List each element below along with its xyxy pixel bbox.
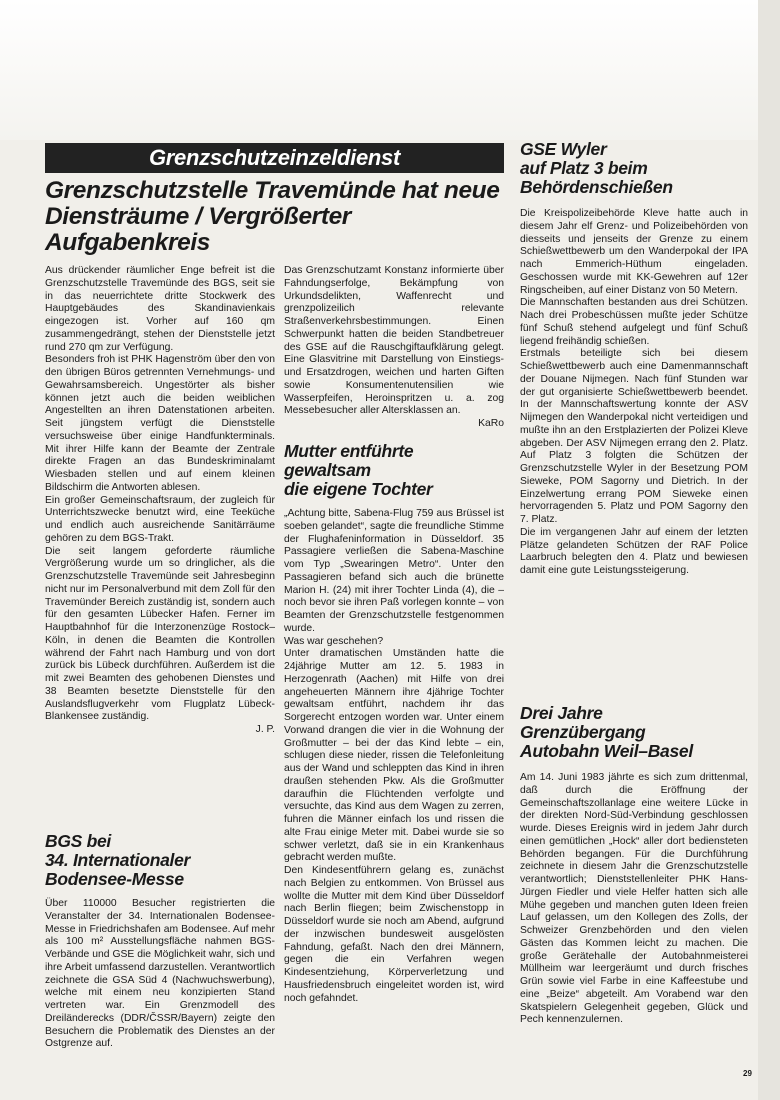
article-title-weil [520, 704, 748, 761]
headline-line: Drei Jahre [520, 703, 603, 723]
headline-line: BGS bei [45, 831, 111, 851]
headline-line: Behördenschießen [520, 177, 673, 197]
headline-line: GSE Wyler [520, 139, 607, 159]
article-body-weil [520, 772, 748, 1027]
article-body-bodensee-start [45, 898, 275, 1051]
paragraph: Unter dramatischen Umständen hatte die 24jährige Mutter am 12. 5. 1983 in Herzogenrath (Aachen) mit Hilfe von drei angeheuerten Männern ihre 4jährige Tochter gewaltsam entführt, nachdem ihr das Sorgerecht entzogen worden war. Unter einem Vorwand drangen die vier in die Wohnung der Großmutter – bei der das Kind lebte – ein, schlugen diese nieder, rissen die Telefonleitung aus der Wand und schleppten das Kind in ihren draußen stehenden Pkw. Als die Großmutter daraufhin die Flüchtenden verfolgte und versuchte, das Kind aus dem Wagen zu zerren, fuhren die Männer einfach los und rissen die alte Frau einige Meter mit. Dabei wurde sie so schwer verletzt, daß sie in ein Krankenhaus gebracht werden mußte. [284, 648, 504, 864]
paragraph: Die im vergangenen Jahr auf einem der letzten Plätze gelandeten Schützen der RAF Police Laarbruch belegten den 4. Platz und bewiesen damit eine gute Leistungssteigerung. [520, 526, 748, 576]
page-top-margin [0, 0, 780, 140]
article-title-bodensee [45, 832, 275, 889]
headline-line: Bodensee-Messe [45, 869, 184, 889]
page-number: 29 [743, 1069, 752, 1078]
headline-line: auf Platz 3 beim [520, 158, 648, 178]
article-title-mutter [284, 442, 504, 499]
article-body-mutter [284, 508, 504, 1005]
author-signature: KaRo [478, 418, 504, 429]
headline-line: Mutter entführte [284, 441, 414, 461]
headline-line: gewaltsam [284, 460, 371, 480]
paragraph: Ein großer Gemeinschaftsraum, der zugleich für Unterrichtszwecke benutzt wird, eine Teeküche und endlich auch ausreichende Sanitärräume gehören zu dem BGS-Trakt. [45, 494, 275, 544]
article-title-wyler [520, 140, 748, 197]
section-header-bar [45, 143, 504, 173]
paragraph: Besonders froh ist PHK Hagenström über den von den übrigen Büros getrennten Vernehmungs- und Gewahrsamsbereich. Ungestörter als bisher können jetzt auch die beiden weiblichen Angestellten an ihren Datenstationen arbeiten. Seit jüngstem verfügt die Dienststelle versuchsweise über einige Handfunkterminals. Mit ihrer Hilfe kann der Beamte der Zentrale direkte Fragen an das Bundeskriminalamt Wiesbaden stellen und auf einem kleinen Bildschirm die Antworten ablesen. [45, 354, 275, 493]
headline-line: Grenzübergang [520, 722, 646, 742]
paragraph: Das Grenzschutzamt Konstanz informierte über Fahndungserfolge, Bekämpfung von Urkundsdelikten, Waffenrecht und grenzpolizeilich relevante Straßenverkehrsbestimmungen. Einen Schwerpunkt hatten die beiden Standbetreuer des GSE auf die Rauschgiftaufklärung gelegt. Eine Glasvitrine mit Darstellung von Einstiegs- und Ersatzdrogen, weichen und harten Giften sowie Konsumentenutensilien wie Wasserpfeifen, Heroinspritzen u. a. zog Messebesucher aller Altersklassen an. [284, 265, 504, 417]
paragraph: Was war geschehen? [284, 635, 384, 647]
article-body-bodensee-cont [284, 265, 504, 431]
paragraph: Über 110000 Besucher registrierten die Veranstalter der 34. Internationalen Bodensee-Messe in Friedrichshafen am Bodensee. Auf mehr als 100 m² Ausstellungsfläche nahmen BGS-Verbände und GSE die Möglichkeit wahr, sich und ihre Arbeit umfassend darzustellen. Verantwortlich zeichnete die GSA Süd 4 (Nachwuchswerbung), welche mit einem neu konzipierten Stand vertreten war. Ein Grenzmodell des Dreiländerecks (DDR/ČSSR/Bayern) zeigte den Besuchern die Problematik des Dienstes an der Ostgrenze auf. [45, 898, 275, 1050]
paragraph: Den Kindesentführern gelang es, zunächst nach Belgien zu entkommen. Von Brüssel aus wollte die Mutter mit dem Kind über Düsseldorf nach Berlin fliegen; beim Zwischenstopp in Düsseldorf wurde sie noch am Abend, aufgrund der inzwischen bundesweit ausgelösten Fahndung, gefaßt. Nach den drei Männern, gegen die ein Verfahren wegen Kindesentziehung, Körperverletzung und Hausfriedensbruch eingeleitet worden ist, wird noch gefahndet. [284, 865, 504, 1004]
paragraph: Erstmals beteiligte sich bei diesem Schießwettbewerb auch eine Damenmannschaft der Douane Nijmegen. Nach fünf Stunden war der gut organisierte Schießwettbewerb beendet. In der Mannschaftswertung konnte der ASV Nijmegen den Wanderpokal nicht verteidigen und mußte ihn an den Erstplazierten der Polizei Kleve abgeben. Der ASV Nijmegen errang den 2. Platz. Auf Platz 3 folgten die Schützen der Grenzschutzstelle Wyler in der Besetzung POM Sieweke, POM Sagorny und Dietrich. In der Einzelwertung errang POM Sieweke einen hervorragenden 5. Platz und POM Sagorny den 7. Platz. [520, 348, 748, 525]
headline-line: die eigene Tochter [284, 479, 433, 499]
article-body-wyler [520, 208, 748, 578]
headline-line: 34. Internationaler [45, 850, 191, 870]
paragraph: Aus drückender räumlicher Enge befreit ist die Grenzschutzstelle Travemünde des BGS, seit sie in das neuerrichtete dritte Stockwerk des Hauptgebäudes des Skandinavienkais eingezogen ist. Vorher auf 160 qm zusammengedrängt, stehen der Dienststelle jetzt rund 270 qm zur Verfügung. [45, 265, 275, 353]
section-title: Grenzschutzeinzeldienst [148, 145, 401, 170]
page-edge [758, 0, 780, 1100]
paragraph: Die seit langem geforderte räumliche Vergrößerung wurde um so dringlicher, als die Grenzschutzstelle Travemünde seit Jahresbeginn nicht nur im Personalverbund mit dem Zoll für den Travemünder Bereich zuständig ist, sondern auch für den gesamten Lübecker Hafen. Ferner im Hauptbahnhof für die Interzonenzüge Rostock–Köln, in denen die Beamten die Kontrollen während der Fahrt nach Hamburg und von dort zurück bis Lübeck durchführen. Außerdem ist die mit zwei Beamten des gehobenen Dienstes und 38 Beamten besetzte Dienststelle für den Auslandsflugverkehr vom Flugplatz Lübeck-Blankensee zuständig. [45, 545, 275, 723]
paragraph: Am 14. Juni 1983 jährte es sich zum drittenmal, daß durch die Eröffnung der Gemeinschaftszollanlage eine weitere Lücke in der direkten Nord-Süd-Verbindung geschlossen wurde. Dieses Ereignis wird in jedem Jahr durch einen gemütlichen „Hock“ aller dort bediensteten Behörden begangen. Für die Durchführung zeichnete in diesem Jahr die Grenzschutzstelle verantwortlich; Dienststellenleiter PHK Hans-Jürgen Fiedler und viele Helfer hatten sich alle Mühe gegeben und manchen guten Ideen freien Lauf gelassen, um den Kollegen des Zolls, der Schweizer Grenzbehörden und den vielen Gästen das Kommen leicht zu machen. Die große Gerätehalle der Autobahnmeisterei Müllheim war leergeräumt und durch frisches Grün sowie viel Farbe in eine Kaffeestube und eine „Beize“ abgeteilt. Am Vorabend war den Skatspielern Gelegenheit gegeben, Glück und Pech kennenzulernen. [520, 772, 748, 1026]
article-title-travemuende: Grenzschutzstelle Travemünde hat neue Diensträume / Vergrößerter Aufgabenkreis [45, 177, 500, 256]
paragraph: Die Mannschaften bestanden aus drei Schützen. Nach drei Probeschüssen mußte jeder Schütze fünf Schuß stehend aufgelegt und fünf Schuß liegend freihändig schießen. [520, 297, 748, 347]
paragraph: Die Kreispolizeibehörde Kleve hatte auch in diesem Jahr elf Grenz- und Polizeibehörden von diesseits und jenseits der Grenze zu einem Schießwettbewerb um den Wanderpokal der IPA nach Emmerich-Hüthum eingeladen. Geschossen wurde mit KK-Gewehren auf 12er Ringscheiben, auf einer Distanz von 50 Metern. [520, 208, 748, 296]
paragraph: „Achtung bitte, Sabena-Flug 759 aus Brüssel ist soeben gelandet“, sagte die freundliche Stimme der Flughafeninformation in Düsseldorf. 35 Passagiere verließen die Sabena-Maschine vom Typ „Swearingen Metro“. Unter den Passagieren befand sich auch die brünette Marion H. (24) mit ihrer Tochter Linda (4), die – noch bevor sie ihren Paß vorlegen konnte – von Beamten der Grenzschutzstelle festgenommen wurde. [284, 508, 504, 634]
headline-line: Autobahn Weil–Basel [520, 741, 693, 761]
author-signature: J. P. [255, 724, 275, 735]
article-body-travemuende [45, 265, 275, 737]
